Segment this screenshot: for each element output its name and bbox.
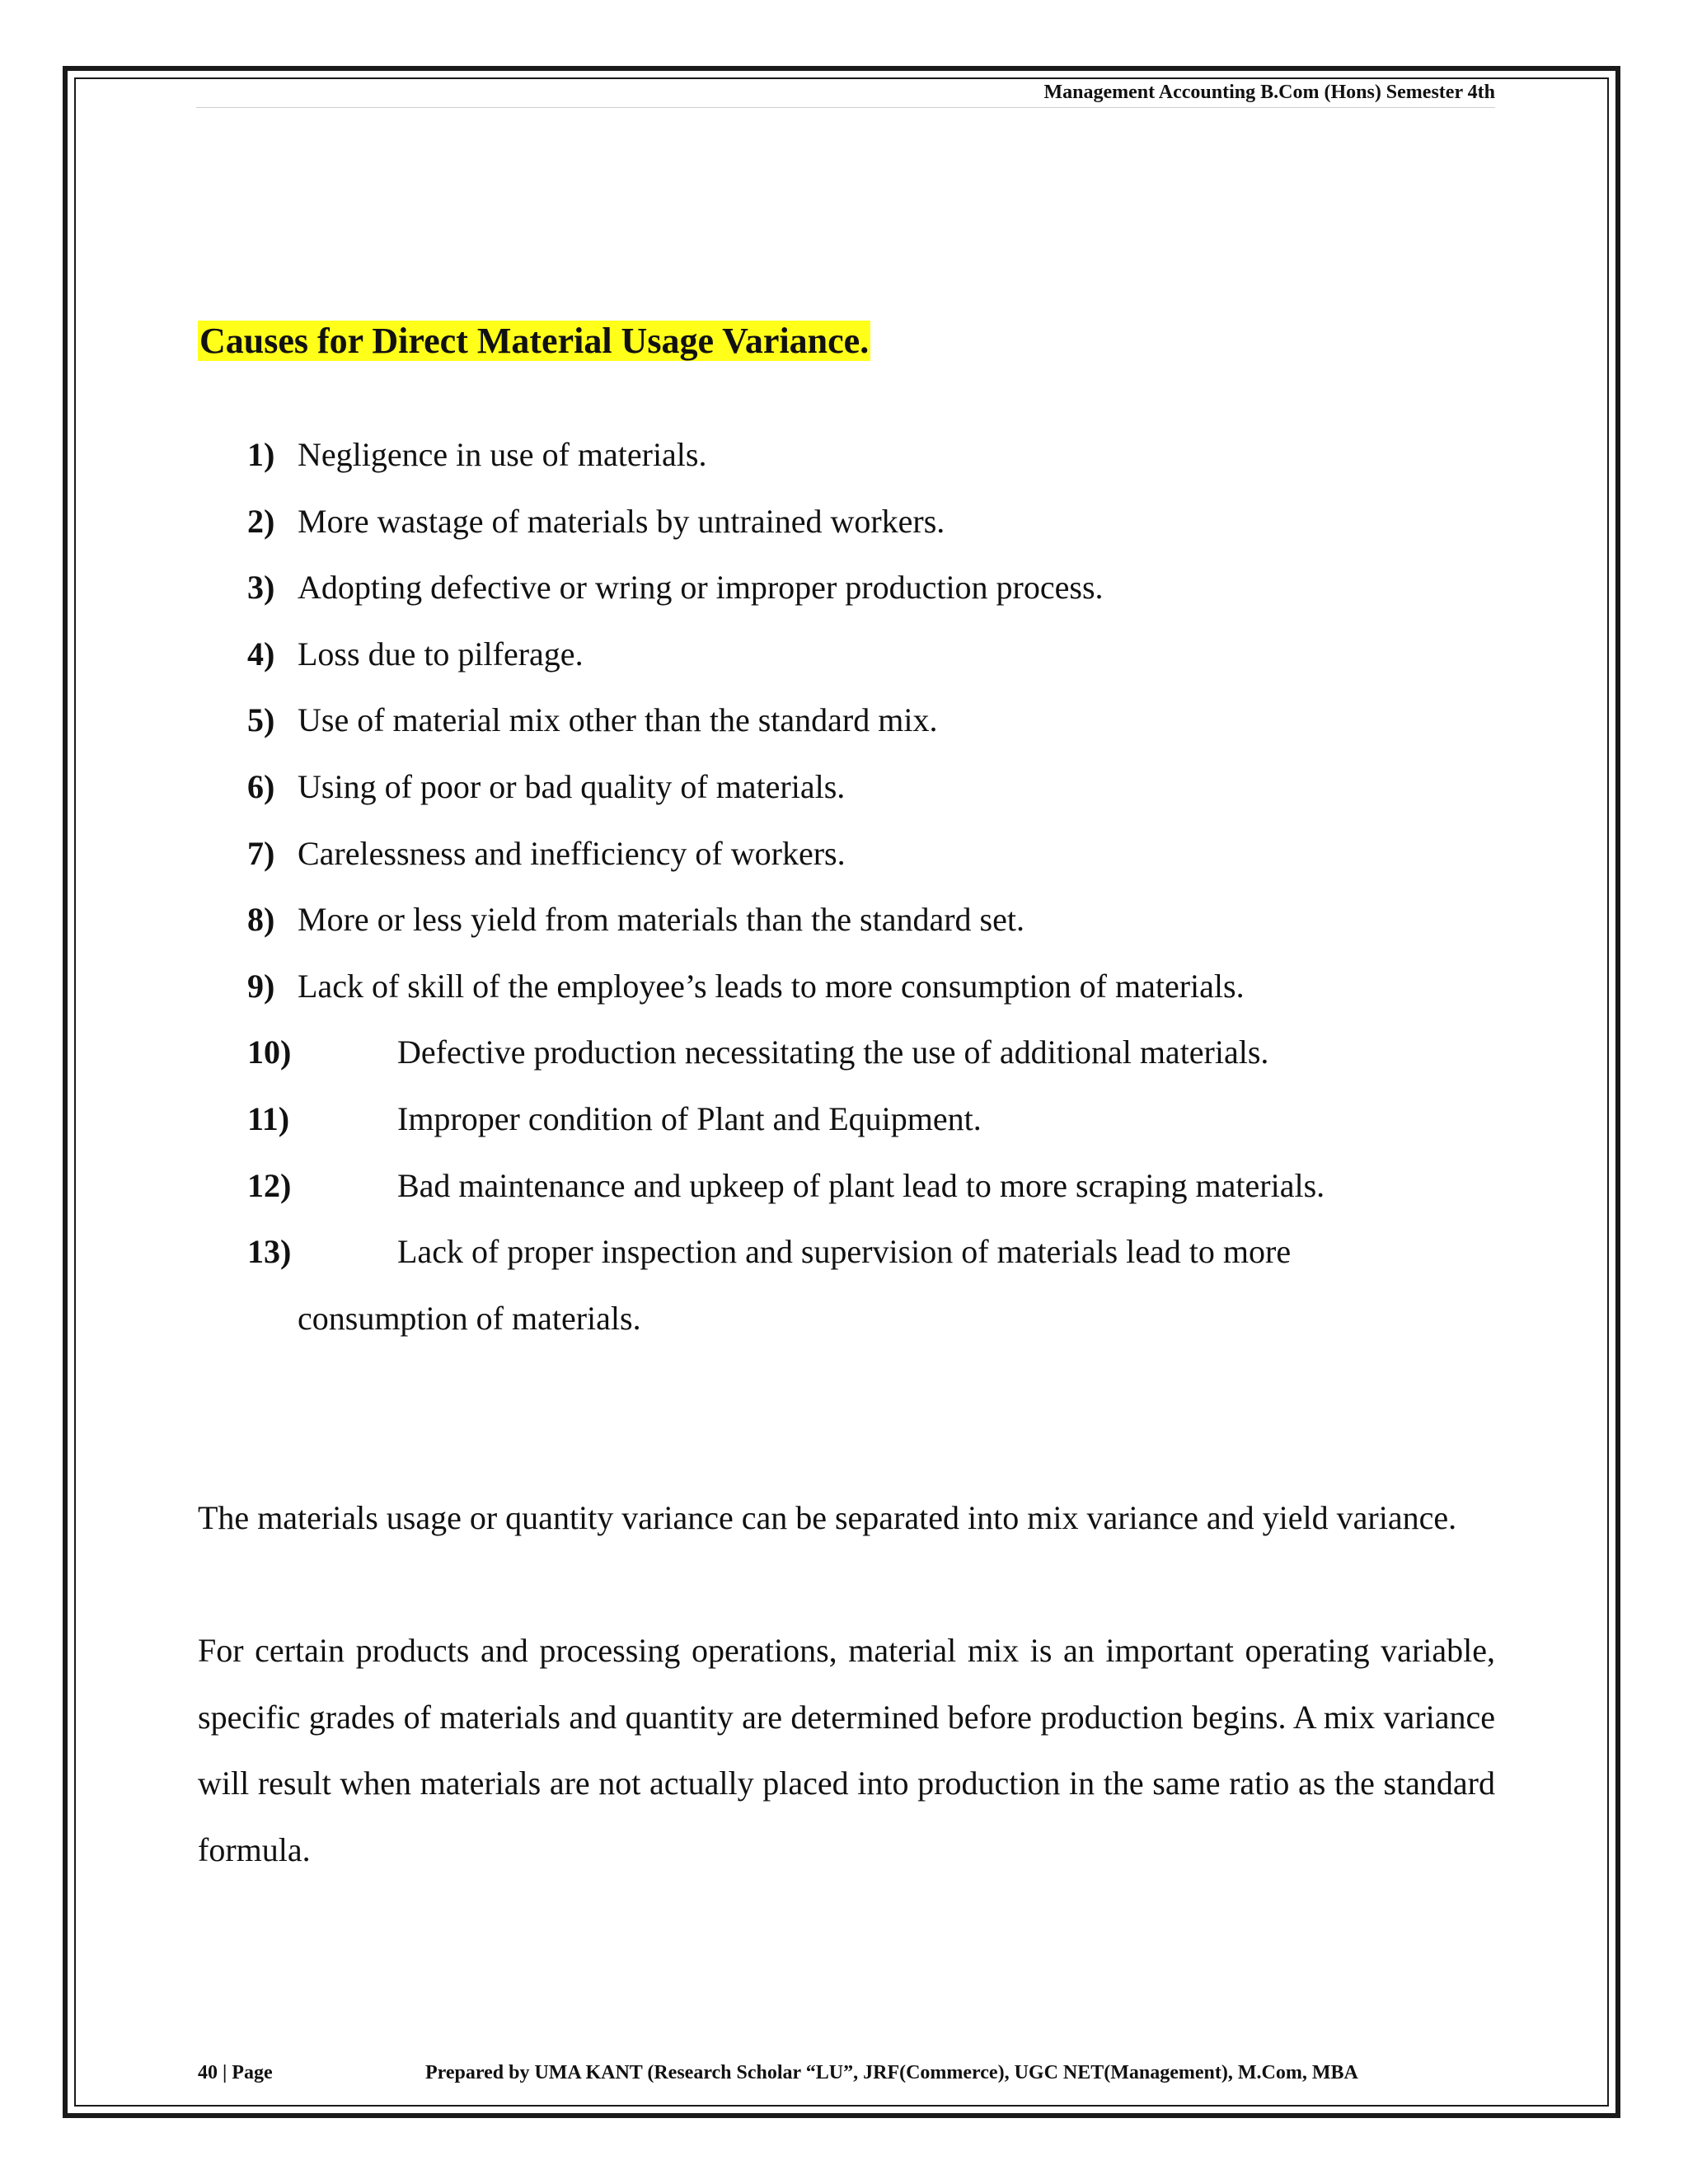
list-item-number: 12) [247, 1166, 292, 1204]
list-item-text: Using of poor or bad quality of materials. [298, 767, 846, 805]
list-item-number: 4) [247, 635, 275, 673]
list-item [247, 954, 1500, 1020]
section-title [198, 316, 870, 366]
list-item-number: 5) [247, 701, 275, 739]
causes-list [247, 422, 1500, 1352]
section-title-highlight: Causes for Direct Material Usage Variance. [199, 321, 870, 361]
list-item [247, 887, 1500, 954]
list-item [247, 1153, 1500, 1220]
list-item [247, 621, 1500, 688]
list-item-text: Carelessness and inefficiency of workers. [298, 834, 846, 872]
list-item [247, 1086, 1500, 1153]
list-item [247, 754, 1500, 821]
list-item-text: Use of material mix other than the standard mix. [298, 701, 938, 739]
list-item-continuation: consumption of materials. [298, 1299, 641, 1337]
body-paragraph: For certain products and processing operations, material mix is an important operating variable, specific grades of materials and quantity are determined before production begins. A mix variance will result when materials are not actually placed into production in the same ratio as the standard formula. [198, 1632, 1495, 1868]
list-item [247, 489, 1500, 555]
list-item-text: Adopting defective or wring or improper production process. [298, 569, 1104, 607]
prepared-by-credit: Prepared by UMA KANT (Research Scholar “LU”, JRF(Commerce), UGC NET(Management), M.Com, MBA [425, 2062, 1358, 2083]
list-item-number: 9) [247, 967, 275, 1005]
list-item-number: 10) [247, 1033, 292, 1071]
running-header: Management Accounting B.Com (Hons) Semester 4th [196, 79, 1495, 108]
list-item-number: 11) [247, 1099, 290, 1137]
list-item [247, 555, 1500, 621]
list-item [247, 1219, 1500, 1352]
list-item [247, 1019, 1500, 1086]
list-item-text: Loss due to pilferage. [298, 635, 584, 673]
list-item [247, 422, 1500, 489]
page-footer [198, 2059, 1484, 2087]
list-item-number: 7) [247, 834, 275, 872]
list-item-text: Lack of skill of the employee’s leads to more consumption of materials. [298, 967, 1245, 1005]
list-item-text: Bad maintenance and upkeep of plant lead to more scraping materials. [397, 1166, 1325, 1204]
list-item-number: 3) [247, 569, 275, 607]
list-item-number: 6) [247, 767, 275, 805]
list-item-text: More wastage of materials by untrained workers. [298, 502, 945, 540]
page-number: 40 | Page [198, 2062, 273, 2083]
list-item-text: Defective production necessitating the use of additional materials. [397, 1033, 1269, 1071]
list-item-number: 13) [247, 1233, 292, 1271]
list-item [247, 687, 1500, 754]
list-item-number: 2) [247, 502, 275, 540]
list-item-number: 8) [247, 901, 275, 939]
list-item-text: Negligence in use of materials. [298, 436, 707, 473]
list-item-number: 1) [247, 436, 275, 473]
list-item-text: More or less yield from materials than the standard set. [298, 901, 1025, 939]
list-item-text: Lack of proper inspection and supervision of materials lead to more [397, 1233, 1292, 1271]
list-item [247, 821, 1500, 888]
body-paragraph: The materials usage or quantity variance can be separated into mix variance and yield variance. [198, 1499, 1457, 1536]
list-item-text: Improper condition of Plant and Equipment. [397, 1099, 982, 1137]
